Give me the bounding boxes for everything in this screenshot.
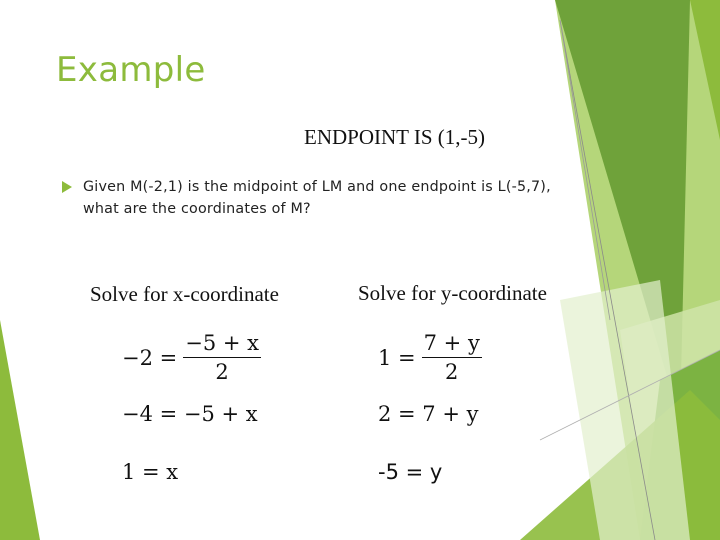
left-green-wedge — [0, 320, 40, 540]
y-equation-step-1 — [378, 331, 482, 384]
endpoint-answer-note: ENDPOINT IS (1,-5) — [304, 125, 486, 149]
x-step1-numerator: −5 + x — [183, 331, 261, 358]
x-equation-step-3: 1 = x — [122, 460, 179, 484]
x-step1-fraction — [183, 331, 261, 384]
y-coordinate-heading: Solve for y-coordinate — [358, 281, 547, 305]
x-step1-denominator: 2 — [215, 360, 229, 384]
x-coordinate-heading: Solve for x-coordinate — [90, 282, 279, 306]
y-equation-step-2: 2 = 7 + y — [378, 402, 479, 426]
y-step1-numerator: 7 + y — [422, 331, 482, 358]
bullet-arrow-icon — [62, 181, 72, 193]
slide-title: Example — [56, 50, 206, 90]
question-text: Given M(-2,1) is the midpoint of LM and one endpoint is L(-5,7), what are the coordinates of M? — [83, 179, 551, 217]
y-equation-step-3: -5 = y — [378, 460, 443, 484]
x-step1-lhs: −2 = — [122, 345, 178, 370]
y-step1-fraction — [422, 331, 482, 384]
y-step1-denominator: 2 — [445, 360, 459, 384]
y-step1-lhs: 1 = — [378, 345, 416, 370]
x-equation-step-1 — [122, 331, 261, 384]
x-equation-step-2: −4 = −5 + x — [122, 402, 258, 426]
